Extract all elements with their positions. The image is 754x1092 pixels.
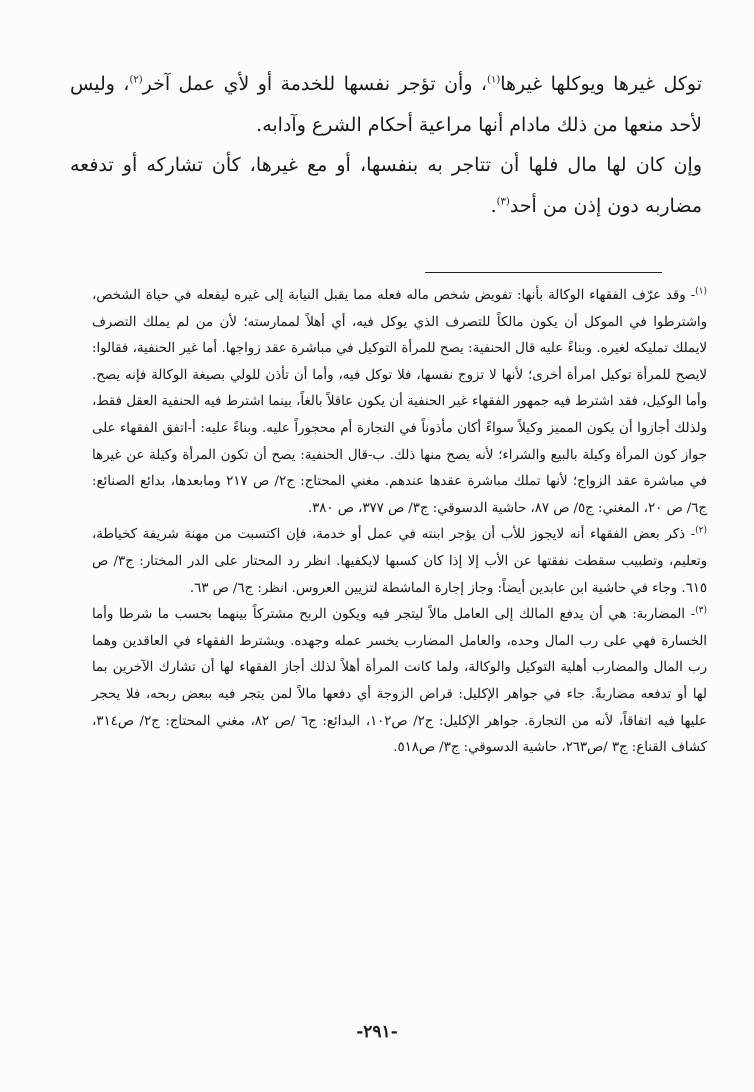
footnote-marker-3: (٣) [695,605,707,616]
main-paragraph-2 [70,145,702,226]
footnote-separator [425,272,662,273]
footnote-ref-1[interactable]: (١) [487,74,501,86]
footnote-ref-2[interactable]: (٢) [129,74,143,86]
main-body [70,64,702,226]
footnote-marker-1: (١) [695,286,707,297]
footnote-3 [92,602,707,762]
main-text-2: ، وأن تؤجر نفسها للخدمة أو لأي عمل آخر [142,73,488,95]
page-number: -٢٩١- [356,1022,398,1042]
footnote-text-1: - وقد عرّف الفقهاء الوكالة بأنها: تفويض شخص ماله فعله مما يقبل النيابة إلى غيره ليفعله في حياة الشخص، واشترطوا في الموكل أن يكون مالكاً للتصرف الذي يوكل فيه، أي أهلاً لممارسته؛ لأن من لم يملك التصرف لايملك تمليكه لغيره. وبناءً عليه قال الحنفية: يصح للمرأة التوكيل في مباشرة عقد زواجها. أما غير الحنفية، فقالوا: لايصح للمرأة توكيل امرأة أخرى؛ لأنها لا تزوج نفسها، فلا توكل فيه، وأما أن تأذن للولي بصيغة الوكالة فإنه يصح. وأما الوكيل، فقد اشترط فيه جمهور الفقهاء غير الحنفية أن يكون عاقلاً بالغاً، بينما اشترط فيه الحنفية العقل فقط، ولذلك أجازوا أن يكون المميز وكيلاً سواءً أكان مأذوناً في التجارة أم محجوراً عليه. وبناءً عليه: أ-اتفق الفقهاء على جواز كون المرأة وكيلة بالبيع والشراء؛ لأنه يصح منها ذلك. ب-قال الحنفية: يصح أن تكون المرأة وكيلة عن غيرها في مباشرة عقد الزواج؛ لأنها تملك مباشرة عقدها عندهم. مغني المحتاج: ج٢/ ص ٢١٧ ومابعدها، بدائع الصنائع: ج٦/ ص ٢٠، المغني: ج٥/ ص ٨٧، حاشية الدسوقي: ج٣/ ص ٣٧٧، ص ٣٨٠. [92,288,707,516]
footnote-text-2: - ذكر بعض الفقهاء أنه لايجوز للأب أن يؤجر ابنته في عمل أو خدمة، فإن اكتسبت من مهنة شريفة كخياطة، وتعليم، وتطبيب سقطت نفقتها عن الأب إلا إذا كان كسبها لايكفيها. انظر رد المحتار على الدر المختار: ج٣/ ص ٦١٥. وجاء في حاشية ابن عابدين أيضاً: وجاز إجارة الماشطة لتزيين العروس. انظر: ج٦/ ص ٦٣. [92,527,707,596]
footnote-text-3: - المضاربة: هي أن يدفع المالك إلى العامل مالاً ليتجر فيه ويكون الربح مشتركاً بينهما بحسب ما شرطا وأما الخسارة فهي على رب المال وحده، والعامل المضارب يخسر عمله وجهده. ويشترط الفقهاء في العاقدين وهما رب المال والمضارب أهلية التوكيل والوكالة، ولما كانت المرأة أهلاً لذلك أجاز الفقهاء لها أن تشارك الآخرين بما لها أو تدفعه مضاربةً. جاء في جواهر الإكليل: قراض الزوجة أي دفعها مالاً لمن يتجر فيه ببعض ربحه، فلا يحجر عليها فيه اتفاقاً، لأنه من التجارة. جواهر الإكليل: ج٢/ ص١٠٢، البدائع: ج٦ /ص ٨٢، مغني المحتاج: ج٢/ ص٣١٤، كشاف القناع: ج٣ /ص٢٦٣، حاشية الدسوقي: ج٣/ ص٥١٨. [92,607,707,756]
main-text-1: توكل غيرها ويوكلها غيرها [500,73,702,95]
footnote-2 [92,522,707,602]
footnote-ref-3[interactable]: (٣) [496,196,510,208]
main-text-3: ، وليس لأحد منعها من ذلك مادام أنها مراعية أحكام الشرع وآدابه. [70,73,702,136]
footnote-marker-2: (٢) [695,525,707,536]
main-text-5: . [490,194,497,217]
main-paragraph-1 [70,64,702,145]
footnote-1 [92,283,707,522]
footnotes [92,283,707,762]
main-text-4: وإن كان لها مال فلها أن تتاجر به بنفسها، أو مع غيرها، كأن تشاركه أو تدفعه مضاربه دون إذن من أحد [70,154,702,217]
